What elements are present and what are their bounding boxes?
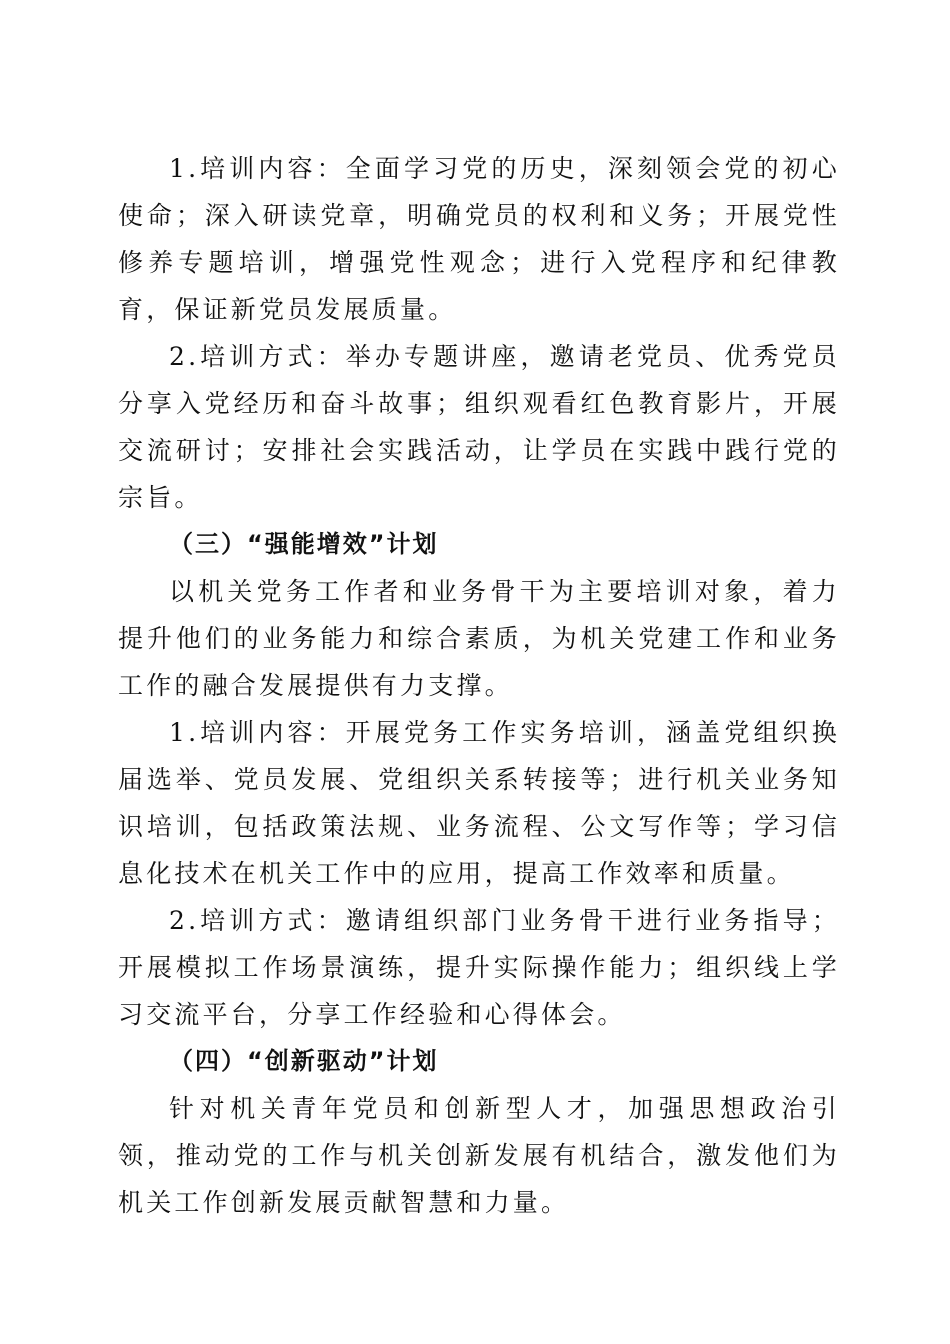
section-3-content-paragraph: 1.培训内容：开展党务工作实务培训，涵盖党组织换届选举、党员发展、党组织关系转接等；进行机关业务知识培训，包括政策法规、业务流程、公文写作等；学习信息化技术在机关工作中的应用，提高工作效率和质量。	[118, 718, 840, 888]
section-heading-3: （三）“强能增效”计划	[169, 530, 439, 558]
document-page	[118, 145, 840, 1226]
section-3-method-paragraph: 2.培训方式：邀请组织部门业务骨干进行业务指导；开展模拟工作场景演练，提升实际操作能力；组织线上学习交流平台，分享工作经验和心得体会。	[118, 906, 840, 1029]
section-4-intro-paragraph: 针对机关青年党员和创新型人才，加强思想政治引领，推动党的工作与机关创新发展有机结合，激发他们为机关工作创新发展贡献智慧和力量。	[118, 1094, 840, 1217]
section-3-intro-paragraph: 以机关党务工作者和业务骨干为主要培训对象，着力提升他们的业务能力和综合素质，为机关党建工作和业务工作的融合发展提供有力支撑。	[118, 577, 840, 700]
training-content-paragraph: 1.培训内容：全面学习党的历史，深刻领会党的初心使命；深入研读党章，明确党员的权利和义务；开展党性修养专题培训，增强党性观念；进行入党程序和纪律教育，保证新党员发展质量。	[118, 154, 840, 324]
training-method-paragraph: 2.培训方式：举办专题讲座，邀请老党员、优秀党员分享入党经历和奋斗故事；组织观看红色教育影片，开展交流研讨；安排社会实践活动，让学员在实践中践行党的宗旨。	[118, 342, 840, 512]
section-heading-4: （四）“创新驱动”计划	[169, 1047, 439, 1075]
